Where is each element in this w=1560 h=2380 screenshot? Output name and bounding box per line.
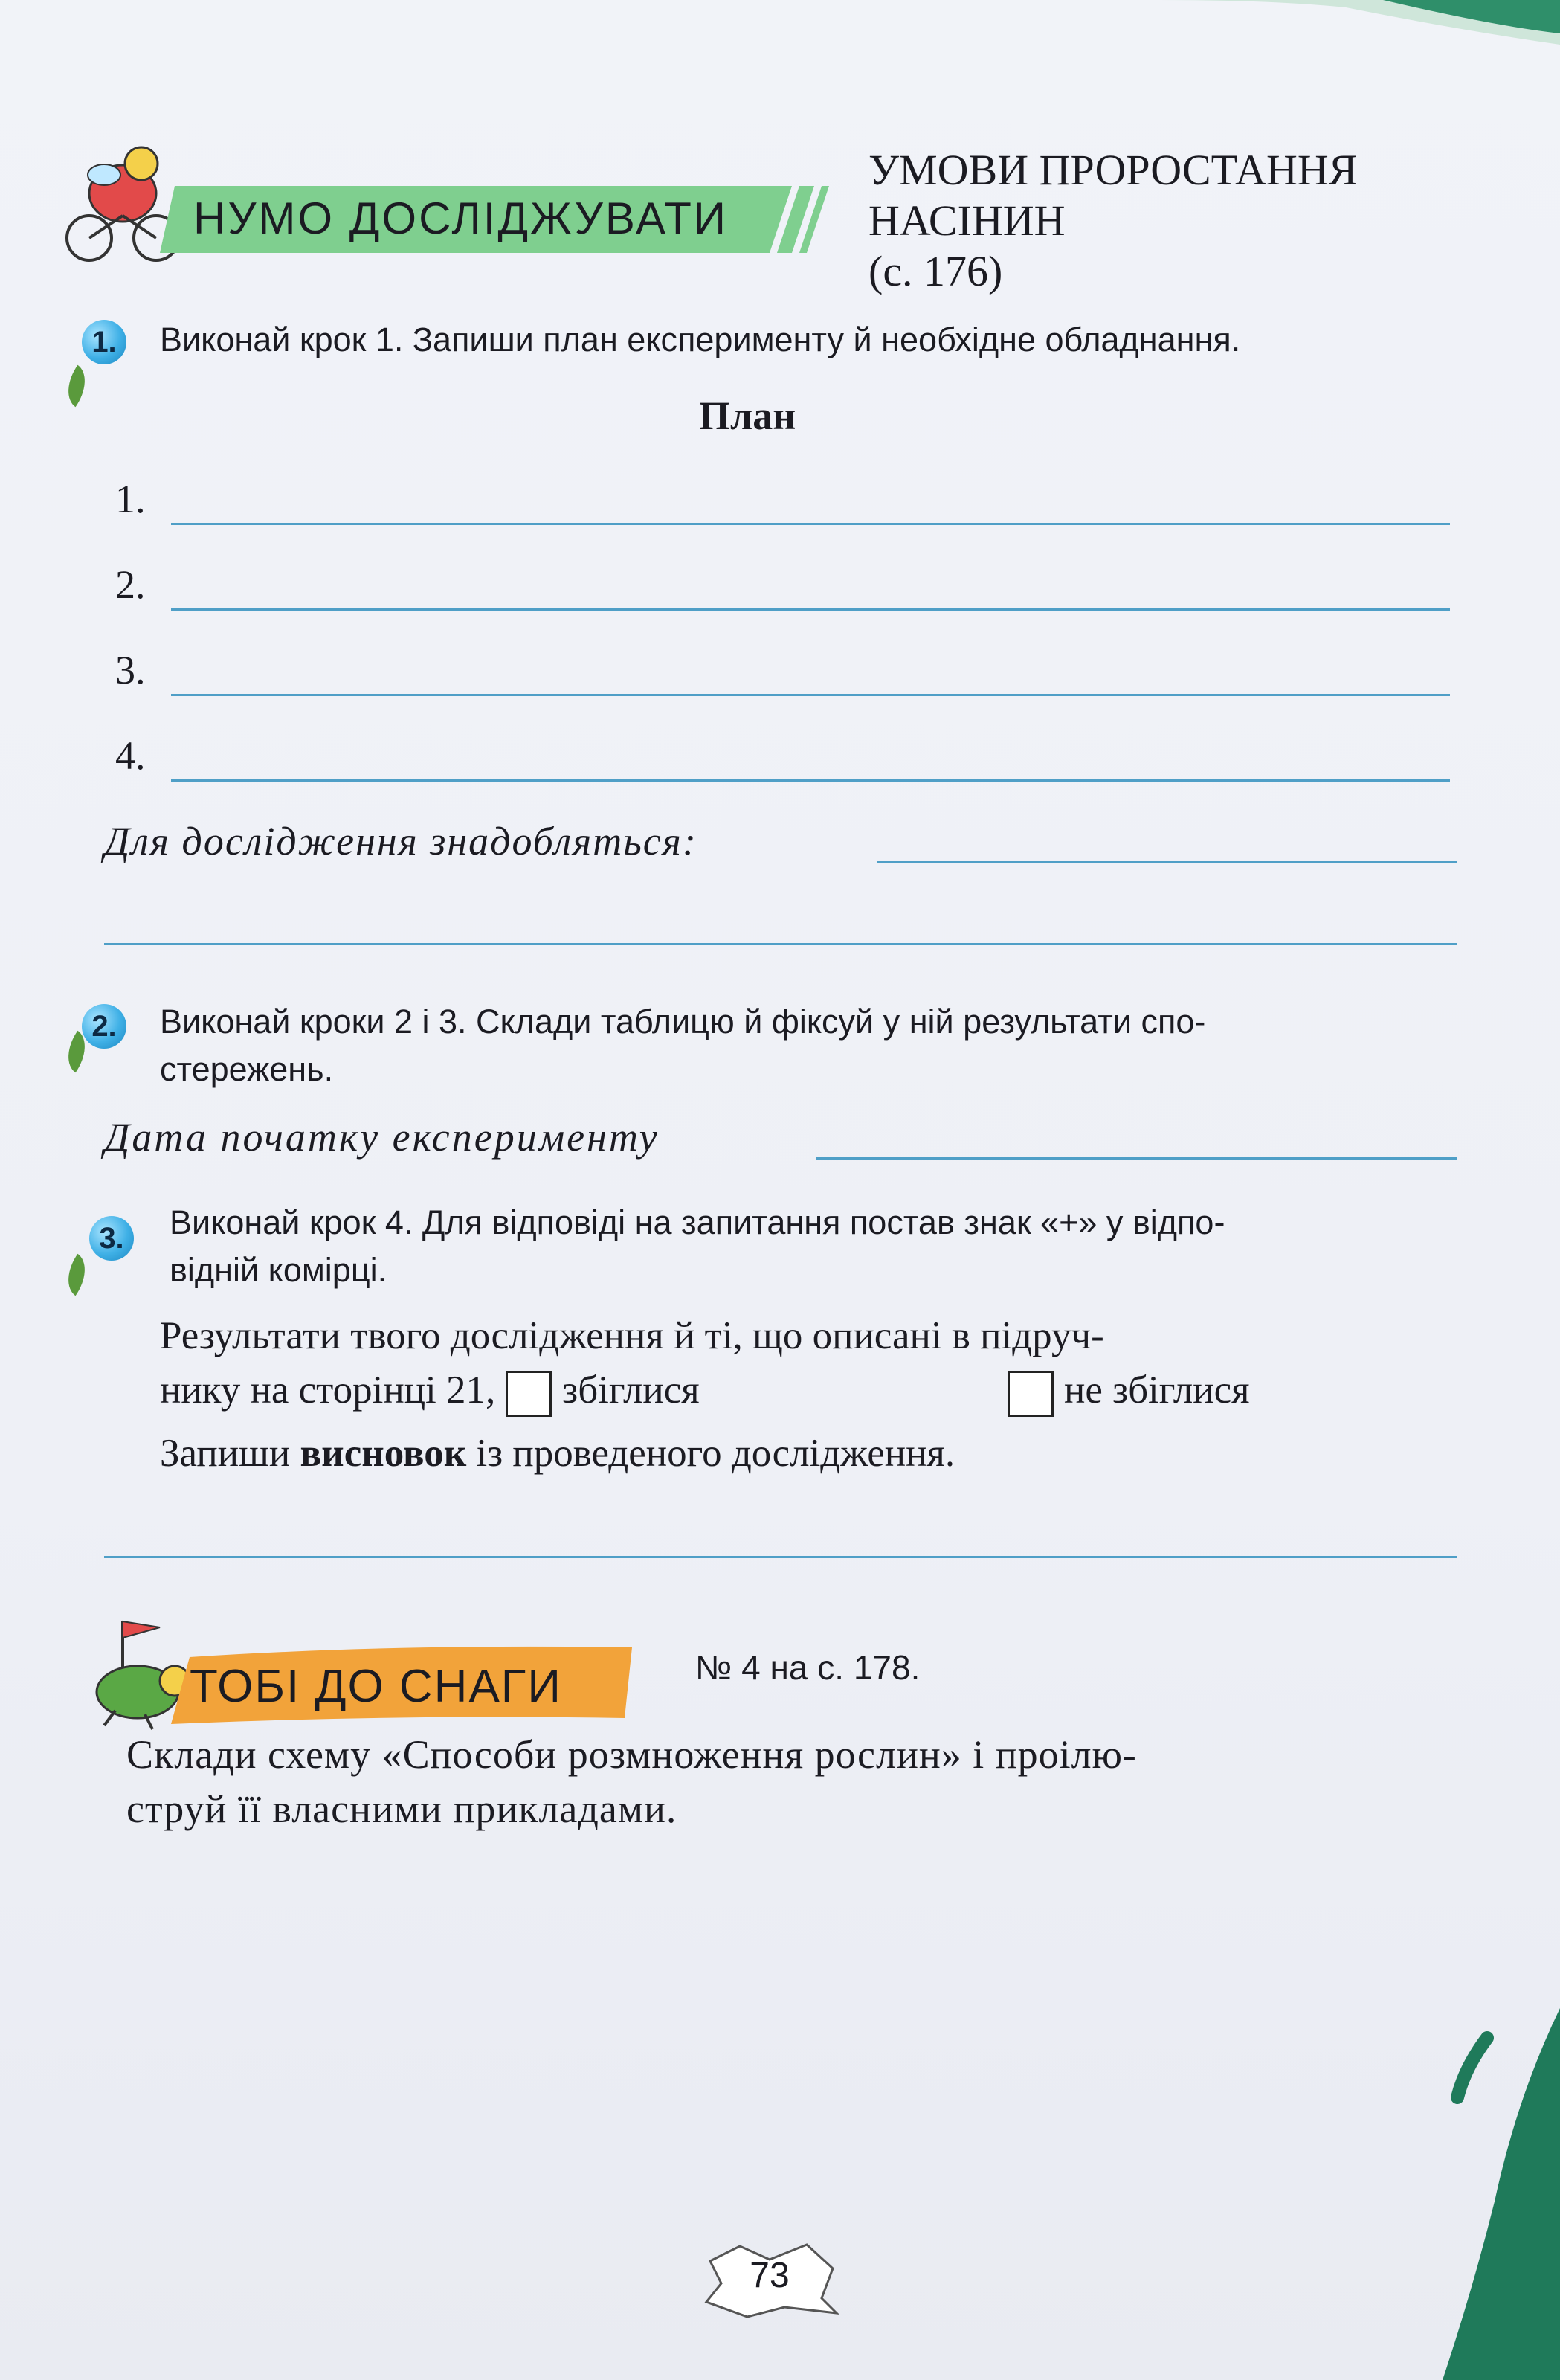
equipment-line-2[interactable]: [104, 943, 1457, 945]
task3-instruction-line2: відній комірці.: [170, 1251, 387, 1289]
task3-instruction-line1: Виконай крок 4. Для відповіді на запитання постав знак «+» у відпо-: [170, 1203, 1225, 1241]
task3-number-badge: 3.: [89, 1216, 134, 1261]
results-line1: Результати твого дослідження й ті, що описані в підруч-: [160, 1314, 1104, 1357]
conclusion-instruction: [160, 1428, 955, 1479]
page-number: 73: [750, 2256, 790, 2295]
section-title-line2: НАСІНИН: [868, 196, 1066, 245]
conclusion-bold: висновок: [300, 1432, 467, 1475]
challenge-text-line2: струй її власними прикладами.: [126, 1786, 677, 1831]
plan-item-4: 4.: [115, 733, 146, 778]
page-number-badge: [695, 2239, 844, 2320]
plan-line-1[interactable]: [171, 523, 1450, 525]
section-title-line1: УМОВИ ПРОРОСТАННЯ: [868, 146, 1358, 194]
banner-research: [160, 182, 829, 257]
corner-decoration-top: [1160, 0, 1560, 60]
task1-instruction: Виконай крок 1. Запиши план експерименту й необхідне обладнання.: [160, 321, 1241, 358]
conclusion-line[interactable]: [104, 1556, 1457, 1558]
task2-number-badge: 2.: [82, 1004, 126, 1049]
plan-line-2[interactable]: [171, 608, 1450, 611]
section-title: [868, 145, 1357, 297]
conclusion-prefix: Запиши: [160, 1432, 300, 1475]
equipment-label: Для дослідження знадобляться:: [104, 819, 697, 863]
date-line[interactable]: [816, 1157, 1457, 1160]
option-nomatch-label: не збіглися: [1064, 1368, 1250, 1412]
challenge-ref: № 4 на с. 178.: [695, 1648, 921, 1687]
plan-line-4[interactable]: [171, 779, 1450, 782]
results-line2: [160, 1365, 700, 1417]
banner-challenge-label: ТОБІ ДО СНАГИ: [190, 1661, 562, 1712]
checkbox-match[interactable]: [506, 1371, 552, 1417]
plan-line-3[interactable]: [171, 694, 1450, 696]
challenge-text-line1: Склади схему «Способи розмноження рослин» і проілю-: [126, 1732, 1137, 1777]
plan-heading: План: [699, 393, 796, 438]
plan-item-3: 3.: [115, 648, 146, 692]
corner-decoration-bottom: [1443, 2008, 1560, 2380]
task1-number-badge: 1.: [82, 320, 126, 364]
banner-research-label: НУМО ДОСЛІДЖУВАТИ: [193, 193, 729, 243]
task2-instruction-line2: стережень.: [160, 1050, 334, 1088]
equipment-line-1[interactable]: [877, 861, 1457, 863]
option-match-label: збіглися: [562, 1368, 700, 1412]
task2-instruction-line1: Виконай кроки 2 і 3. Склади таблицю й фіксуй у ній результати спо-: [160, 1003, 1206, 1041]
date-label: Дата початку експерименту: [104, 1115, 660, 1160]
option-nomatch-group: [1008, 1365, 1250, 1417]
banner-challenge: [171, 1644, 647, 1726]
section-page-ref: (с. 176): [868, 247, 1003, 295]
checkbox-nomatch[interactable]: [1008, 1371, 1054, 1417]
results-page-text: нику на сторінці 21,: [160, 1368, 496, 1412]
plan-item-2: 2.: [115, 562, 146, 607]
plan-item-1: 1.: [115, 477, 146, 521]
conclusion-suffix: із проведеного дослідження.: [466, 1432, 955, 1475]
